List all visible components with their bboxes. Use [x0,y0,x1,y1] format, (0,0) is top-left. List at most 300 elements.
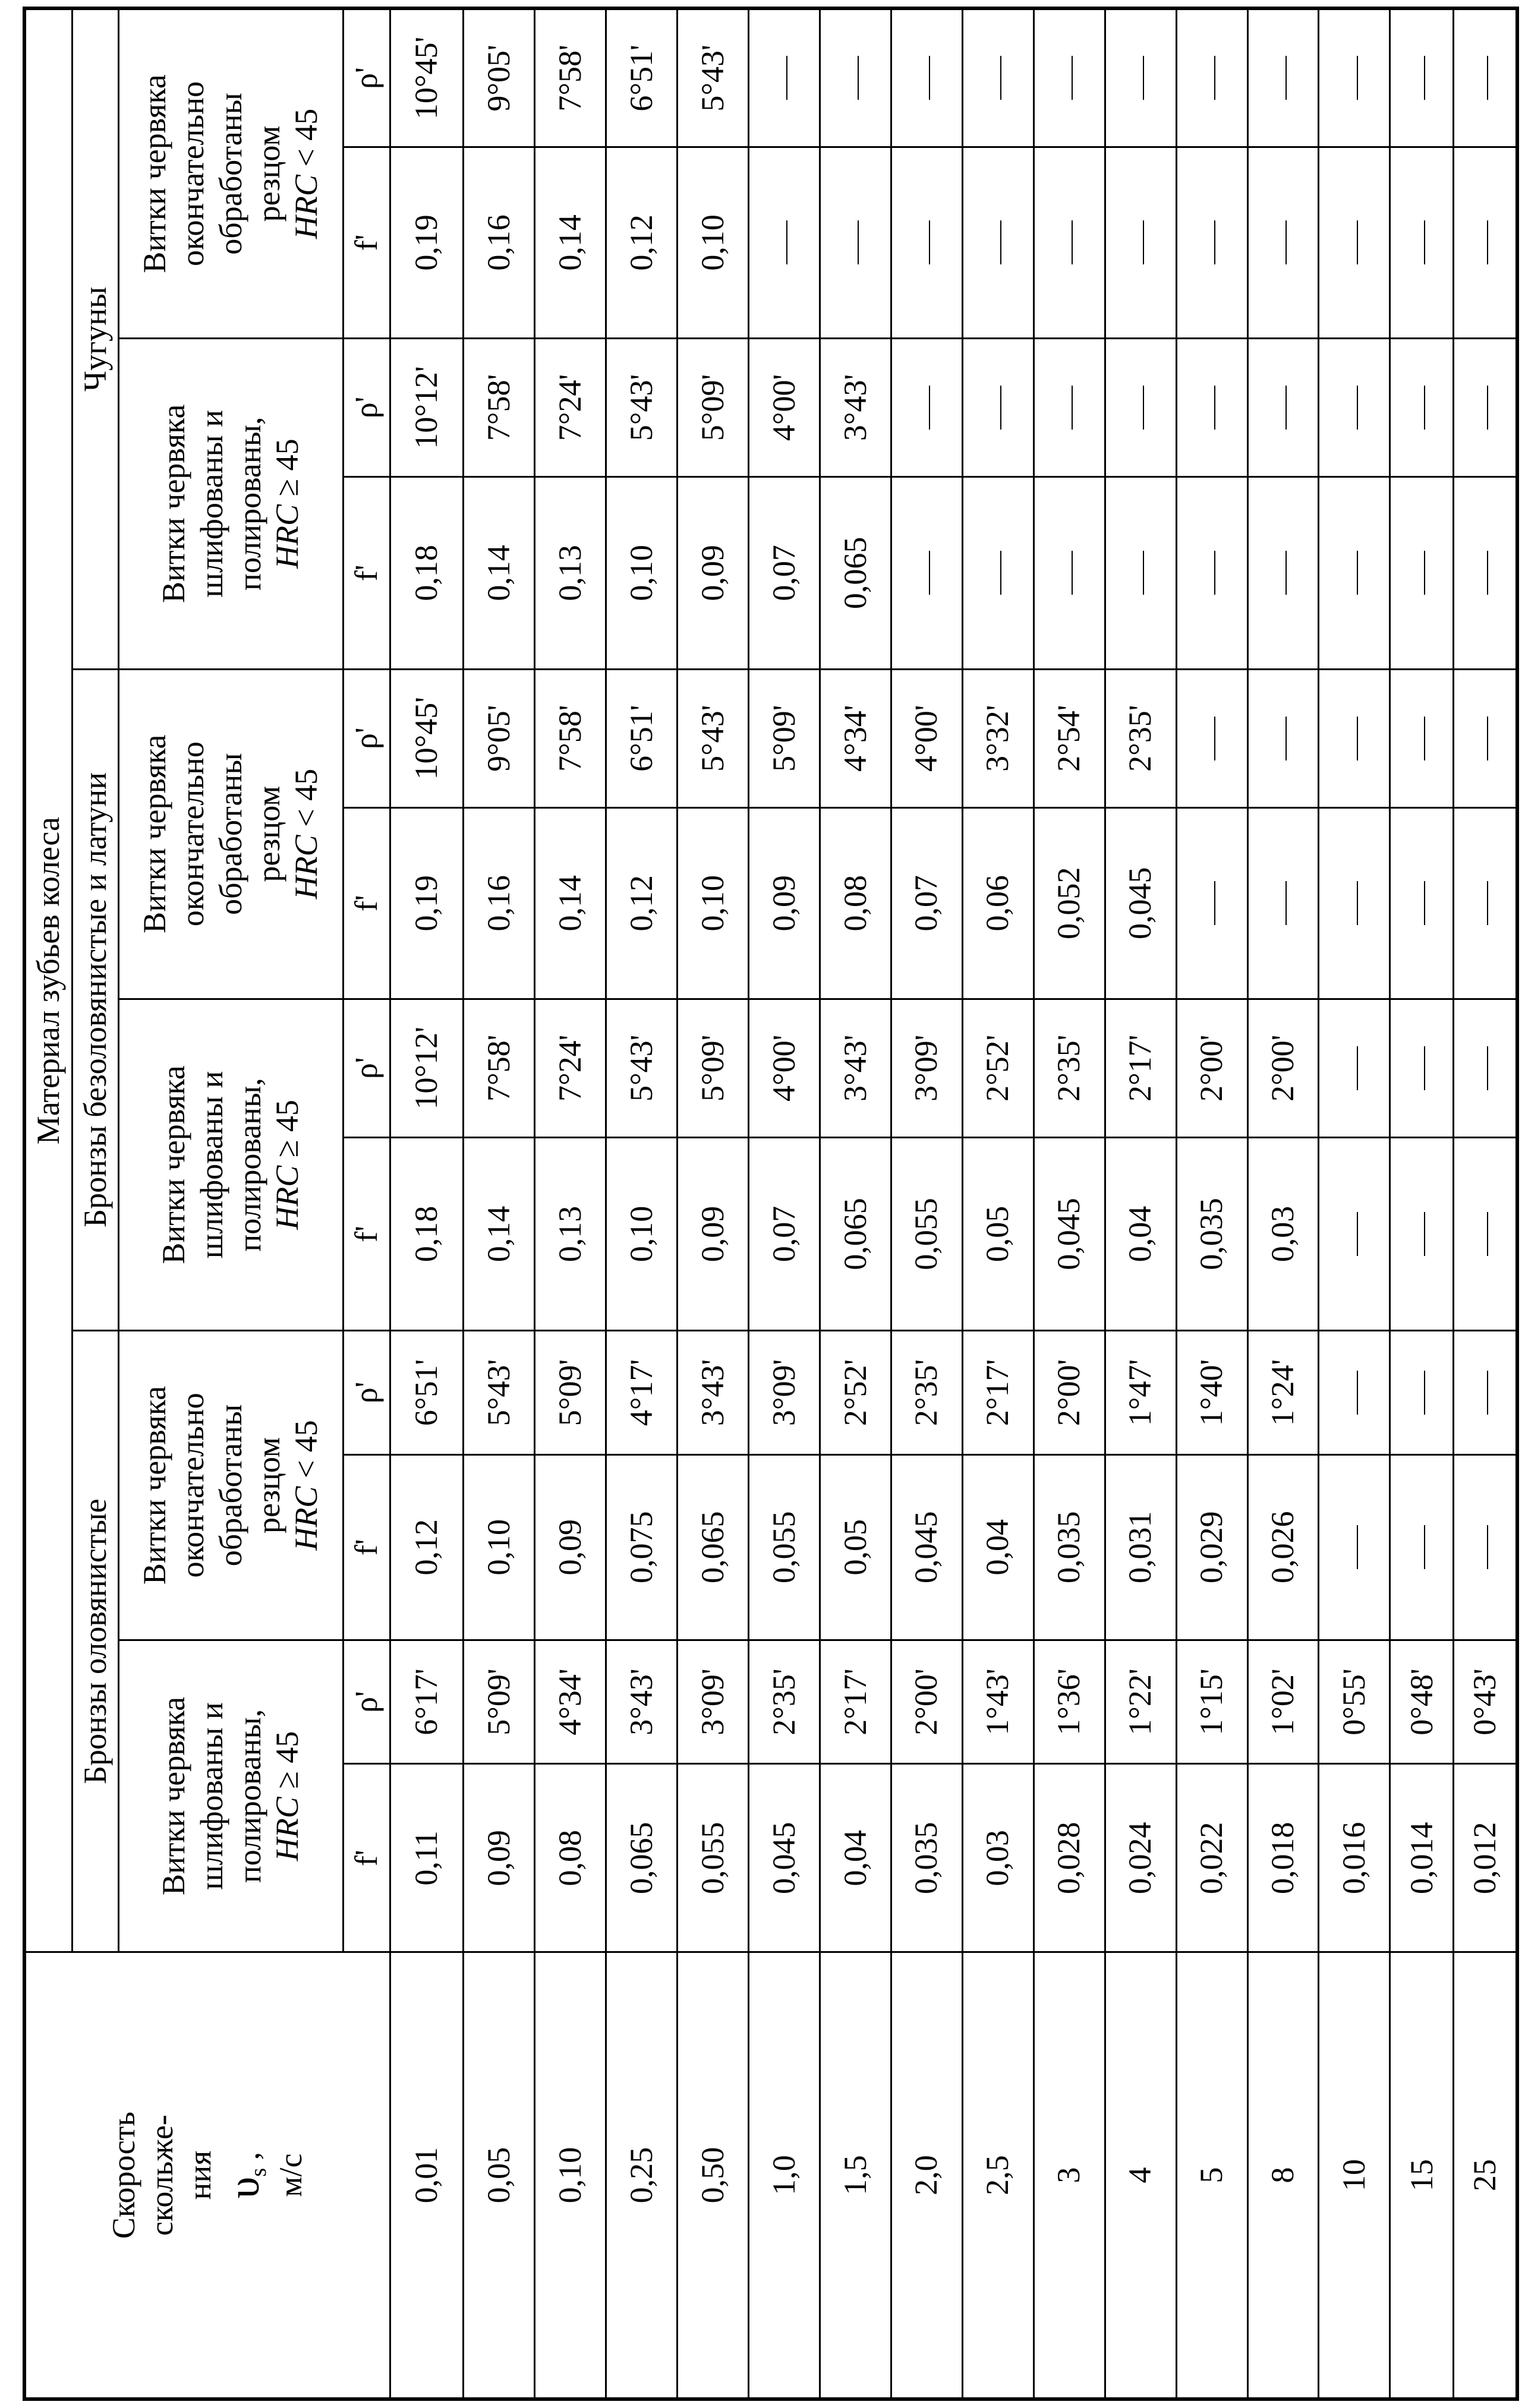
empty-dash-cell [1390,807,1454,999]
dash-mark [1357,1525,1358,1569]
dash-mark [929,220,930,264]
empty-dash-cell [962,477,1034,670]
empty-dash-cell [1105,147,1176,338]
dash-mark [1072,56,1073,100]
dash-mark [1424,386,1425,430]
subgroup-text: Витки червяка [137,1386,173,1585]
friction-angle-cell: 5°09' [748,669,820,807]
dash-mark [1357,1046,1358,1090]
dash-mark [1487,1046,1488,1090]
empty-dash-cell [1034,477,1105,670]
friction-coefficient-cell: 0,065 [820,1137,891,1330]
friction-angle-cell: 1°36' [1034,1640,1105,1764]
friction-coefficient-cell: 0,035 [891,1764,962,1952]
group-tinless-bronze-brass: Бронзы безоловянистые и латуни [72,669,118,1331]
dash-mark [929,551,930,595]
velocity-unit: м/с [272,2153,308,2197]
friction-angle-cell: 6°51' [606,8,678,147]
friction-angle-cell: 5°09' [678,338,749,476]
hrc-label: HRC [288,175,324,239]
empty-dash-cell [1105,477,1176,670]
empty-dash-cell [1105,338,1176,476]
table-row [820,8,891,2399]
empty-dash-cell [1247,669,1319,807]
param-header-f: f' [344,1137,390,1330]
empty-dash-cell [1390,669,1454,807]
empty-dash-cell [1176,807,1247,999]
friction-angle-cell: 0°48' [1390,1640,1454,1764]
hrc-label: HRC [288,835,324,900]
empty-dash-cell [820,147,891,338]
empty-dash-cell [1454,669,1517,807]
dash-mark [1143,386,1144,430]
hrc-condition: < 45 [288,108,324,175]
friction-coefficient-cell: 0,04 [820,1764,891,1952]
subgroup-text: полированы, [231,1078,267,1252]
dash-mark [1424,56,1425,100]
friction-coefficient-cell: 0,04 [1105,1137,1176,1330]
subgroup-text: Витки червяка [156,404,192,603]
friction-angle-cell: 2°00' [1247,999,1319,1137]
friction-coefficient-cell: 0,16 [464,807,535,999]
dash-mark [1285,56,1287,100]
friction-coefficient-cell: 0,09 [464,1764,535,1952]
dash-mark [1487,881,1488,925]
friction-coefficient-cell: 0,16 [464,147,535,338]
table-row [1319,8,1390,2399]
friction-angle-cell: 4°34' [820,669,891,807]
velocity-header-line1: Скорость [106,2112,142,2239]
dash-mark [786,220,787,264]
subgroup-text: полированы, [231,416,267,591]
friction-coefficient-cell: 0,12 [390,1454,463,1640]
subgroup-header-ground-polished [119,1640,344,1952]
param-header-rho: ρ' [344,1640,390,1764]
friction-coefficient-cell: 0,012 [1454,1764,1517,1952]
friction-angle-cell: 2°00' [1176,999,1247,1137]
friction-coefficient-cell: 0,045 [748,1764,820,1952]
friction-angle-cell: 3°43' [820,999,891,1137]
param-header-rho: ρ' [344,8,390,147]
friction-coefficient-cell: 0,13 [535,477,606,670]
empty-dash-cell [1454,1137,1517,1330]
friction-angle-cell: 0°55' [1319,1640,1390,1764]
dash-mark [1357,881,1358,925]
dash-mark [1143,220,1144,264]
friction-coefficient-cell: 0,04 [962,1454,1034,1640]
dash-mark [1424,1525,1425,1569]
material-header: Материал зубьев колеса [24,8,72,1952]
friction-angle-cell: 5°43' [464,1331,535,1455]
friction-angle-cell: 4°17' [606,1331,678,1455]
friction-coefficient-cell: 0,028 [1034,1764,1105,1952]
empty-dash-cell [1176,8,1247,147]
dash-mark [1424,551,1425,595]
subgroup-text: полированы, [231,1709,267,1883]
velocity-header-line3: ния [181,2150,218,2200]
empty-dash-cell [1319,147,1390,338]
friction-coefficient-cell: 0,14 [464,477,535,670]
velocity-value: 1,0 [748,1952,820,2399]
dash-mark [1072,551,1073,595]
friction-angle-cell: 5°09' [535,1331,606,1455]
friction-angle-cell: 5°43' [606,999,678,1137]
friction-angle-cell: 5°09' [464,1640,535,1764]
friction-angle-cell: 10°45' [390,8,463,147]
friction-coefficient-cell: 0,08 [820,807,891,999]
friction-coefficient-cell: 0,052 [1034,807,1105,999]
friction-angle-cell: 5°09' [678,999,749,1137]
dash-mark [1214,386,1215,430]
dash-mark [1000,551,1001,595]
subgroup-text: шлифованы и [194,1071,230,1259]
empty-dash-cell [1105,8,1176,147]
hrc-label: HRC [288,1486,324,1551]
velocity-value: 3 [1034,1952,1105,2399]
table-row [1034,8,1105,2399]
friction-coefficient-cell: 0,05 [962,1137,1034,1330]
friction-angle-cell: 6°51' [606,669,678,807]
hrc-condition: < 45 [288,768,324,835]
empty-dash-cell [1319,669,1390,807]
friction-coefficient-cell: 0,10 [464,1454,535,1640]
velocity-value: 0,10 [535,1952,606,2399]
param-header-f: f' [344,477,390,670]
friction-angle-cell: 4°00' [748,999,820,1137]
velocity-symbol: υ [220,2176,269,2199]
param-header-rho: ρ' [344,669,390,807]
subgroup-text: обработаны [212,753,248,915]
empty-dash-cell [820,8,891,147]
friction-angle-cell: 4°34' [535,1640,606,1764]
friction-coefficient-cell: 0,10 [606,1137,678,1330]
friction-coefficient-cell: 0,045 [891,1454,962,1640]
friction-coefficient-cell: 0,13 [535,1137,606,1330]
dash-mark [1424,1371,1425,1415]
dash-mark [1072,220,1073,264]
friction-angle-cell: 4°00' [891,669,962,807]
empty-dash-cell [891,8,962,147]
friction-angle-cell: 3°09' [678,1640,749,1764]
friction-angle-cell: 7°24' [535,338,606,476]
friction-coefficient-cell: 0,03 [962,1764,1034,1952]
dash-mark [1424,1046,1425,1090]
friction-coefficient-cell: 0,18 [390,1137,463,1330]
dash-mark [929,56,930,100]
subgroup-text: окончательно [175,1393,211,1578]
friction-angle-cell: 4°00' [748,338,820,476]
friction-coefficient-cell: 0,09 [678,1137,749,1330]
dash-mark [1285,881,1287,925]
hrc-condition: ≥ 45 [269,1731,305,1797]
subgroup-text: окончательно [175,741,211,927]
friction-coefficient-cell: 0,065 [678,1454,749,1640]
friction-angle-cell: 0°43' [1454,1640,1517,1764]
friction-coefficient-cell: 0,06 [962,807,1034,999]
velocity-value: 8 [1247,1952,1319,2399]
friction-angle-cell: 2°52' [962,999,1034,1137]
friction-angle-cell: 3°32' [962,669,1034,807]
empty-dash-cell [1454,1331,1517,1455]
friction-angle-cell: 10°12' [390,999,463,1137]
table-row [390,8,463,2399]
friction-angle-cell: 1°24' [1247,1331,1319,1455]
empty-dash-cell [1319,338,1390,476]
empty-dash-cell [748,147,820,338]
dash-mark [929,386,930,430]
friction-coefficient-cell: 0,07 [748,1137,820,1330]
friction-angle-cell: 5°43' [678,669,749,807]
empty-dash-cell [1390,1137,1454,1330]
subgroup-text: резцом [250,785,286,882]
friction-angle-cell: 3°43' [820,338,891,476]
friction-angle-cell: 5°43' [606,338,678,476]
table-row [1105,8,1176,2399]
empty-dash-cell [1390,999,1454,1137]
empty-dash-cell [748,8,820,147]
friction-coefficient-cell: 0,07 [891,807,962,999]
dash-mark [1424,1212,1425,1256]
table-row [606,8,678,2399]
hrc-condition: < 45 [288,1420,324,1487]
subgroup-text: обработаны [212,1404,248,1567]
table-row [1247,8,1319,2399]
friction-angle-cell: 5°43' [678,8,749,147]
friction-coefficient-cell: 0,022 [1176,1764,1247,1952]
velocity-value: 0,25 [606,1952,678,2399]
empty-dash-cell [1390,147,1454,338]
friction-angle-cell: 3°43' [678,1331,749,1455]
hrc-label: HRC [269,1797,305,1861]
friction-angle-cell: 3°09' [891,999,962,1137]
friction-angle-cell: 9°05' [464,669,535,807]
velocity-value: 4 [1105,1952,1176,2399]
param-header-f: f' [344,1454,390,1640]
table-row [1390,8,1454,2399]
dash-mark [1214,881,1215,925]
empty-dash-cell [1247,807,1319,999]
table-row [748,8,820,2399]
empty-dash-cell [1319,1137,1390,1330]
empty-dash-cell [1247,147,1319,338]
velocity-value: 2,5 [962,1952,1034,2399]
friction-angle-cell: 2°00' [1034,1331,1105,1455]
dash-mark [1285,386,1287,430]
dash-mark [1424,717,1425,760]
friction-coefficient-cell: 0,065 [606,1764,678,1952]
velocity-subscript: s [246,2167,272,2177]
dash-mark [1357,386,1358,430]
empty-dash-cell [1454,338,1517,476]
friction-angle-cell: 2°35' [748,1640,820,1764]
empty-dash-cell [1454,807,1517,999]
friction-coefficient-cell: 0,045 [1034,1137,1105,1330]
subgroup-text: шлифованы и [194,1702,230,1890]
velocity-value: 0,01 [390,1952,463,2399]
table-row [678,8,749,2399]
velocity-header-line2: скольже- [143,2115,179,2236]
subgroup-text: обработаны [212,93,248,255]
friction-coefficient-cell: 0,07 [748,477,820,670]
empty-dash-cell [1454,1454,1517,1640]
friction-angle-cell: 1°43' [962,1640,1034,1764]
friction-coefficient-cell: 0,024 [1105,1764,1176,1952]
dash-mark [1143,551,1144,595]
friction-angle-cell: 1°15' [1176,1640,1247,1764]
friction-angle-cell: 2°17' [1105,999,1176,1137]
empty-dash-cell [962,8,1034,147]
friction-angle-cell: 7°58' [464,338,535,476]
friction-angle-cell: 2°35' [1105,669,1176,807]
empty-dash-cell [891,477,962,670]
empty-dash-cell [1390,1454,1454,1640]
friction-angle-cell: 2°17' [820,1640,891,1764]
friction-coefficient-cell: 0,18 [390,477,463,670]
friction-angle-cell: 2°35' [891,1331,962,1455]
param-header-rho: ρ' [344,338,390,476]
empty-dash-cell [1176,669,1247,807]
group-tin-bronze: Бронзы оловянистые [72,1331,118,1952]
friction-coefficient-cell: 0,19 [390,807,463,999]
empty-dash-cell [1454,477,1517,670]
friction-coefficient-cell: 0,12 [606,147,678,338]
empty-dash-cell [1247,8,1319,147]
friction-coefficient-cell: 0,016 [1319,1764,1390,1952]
friction-angle-cell: 6°17' [390,1640,463,1764]
dash-mark [1143,56,1144,100]
subgroup-header-ground-polished [119,999,344,1330]
empty-dash-cell [1390,1331,1454,1455]
dash-mark [1214,717,1215,760]
velocity-comma: , [230,2151,266,2168]
subgroup-header-cutter-finished [119,669,344,999]
dash-mark [1357,1371,1358,1415]
velocity-value: 25 [1454,1952,1517,2399]
subgroup-header-cutter-finished [119,8,344,338]
dash-mark [1357,551,1358,595]
dash-mark [1357,717,1358,760]
friction-coefficient-cell: 0,10 [606,477,678,670]
velocity-value: 0,50 [678,1952,749,2399]
friction-angle-cell: 10°12' [390,338,463,476]
empty-dash-cell [962,338,1034,476]
dash-mark [858,56,859,100]
table-row [891,8,962,2399]
param-header-f: f' [344,807,390,999]
friction-coefficient-cell: 0,014 [1390,1764,1454,1952]
hrc-condition: ≥ 45 [269,438,305,505]
param-header-f: f' [344,147,390,338]
friction-coefficient-cell: 0,065 [820,477,891,670]
friction-coefficient-cell: 0,10 [678,147,749,338]
friction-angle-cell: 6°51' [390,1331,463,1455]
empty-dash-cell [962,147,1034,338]
subgroup-header-cutter-finished [119,1331,344,1640]
friction-angle-cell: 10°45' [390,669,463,807]
table-row [1176,8,1247,2399]
subgroup-text: Витки червяка [156,1065,192,1264]
friction-coefficient-cell: 0,10 [678,807,749,999]
friction-coefficient-cell: 0,055 [748,1454,820,1640]
friction-coefficient-cell: 0,09 [678,477,749,670]
param-header-rho: ρ' [344,999,390,1137]
dash-mark [1000,386,1001,430]
friction-table [23,7,1519,2401]
empty-dash-cell [1319,477,1390,670]
dash-mark [1487,1371,1488,1415]
velocity-value: 2,0 [891,1952,962,2399]
empty-dash-cell [1034,147,1105,338]
empty-dash-cell [1176,147,1247,338]
friction-angle-cell: 1°47' [1105,1331,1176,1455]
subgroup-text: окончательно [175,81,211,266]
hrc-label: HRC [269,1165,305,1230]
subgroup-text: Витки червяка [156,1696,192,1896]
empty-dash-cell [1454,8,1517,147]
friction-coefficient-cell: 0,03 [1247,1137,1319,1330]
dash-mark [1487,1525,1488,1569]
friction-coefficient-cell: 0,029 [1176,1454,1247,1640]
friction-angle-cell: 3°09' [748,1331,820,1455]
empty-dash-cell [1247,338,1319,476]
friction-coefficient-cell: 0,05 [820,1454,891,1640]
subgroup-text: Витки червяка [137,74,173,273]
velocity-value: 5 [1176,1952,1247,2399]
empty-dash-cell [1247,477,1319,670]
empty-dash-cell [1319,1331,1390,1455]
empty-dash-cell [1390,338,1454,476]
friction-angle-cell: 7°58' [464,999,535,1137]
empty-dash-cell [1319,1454,1390,1640]
friction-coefficient-cell: 0,055 [891,1137,962,1330]
dash-mark [786,56,787,100]
friction-coefficient-cell: 0,11 [390,1764,463,1952]
friction-coefficient-cell: 0,09 [748,807,820,999]
dash-mark [1487,1212,1488,1256]
dash-mark [1487,717,1488,760]
friction-angle-cell: 7°24' [535,999,606,1137]
friction-coefficient-cell: 0,035 [1176,1137,1247,1330]
empty-dash-cell [1319,807,1390,999]
dash-mark [858,220,859,264]
friction-coefficient-cell: 0,045 [1105,807,1176,999]
dash-mark [1424,881,1425,925]
friction-angle-cell: 7°58' [535,8,606,147]
dash-mark [1357,1212,1358,1256]
friction-angle-cell: 2°00' [891,1640,962,1764]
group-cast-iron: Чугуны [72,8,118,669]
dash-mark [1357,220,1358,264]
param-header-f: f' [344,1764,390,1952]
dash-mark [1285,717,1287,760]
friction-coefficient-cell: 0,075 [606,1454,678,1640]
subgroup-header-ground-polished [119,338,344,669]
friction-angle-cell: 2°17' [962,1331,1034,1455]
friction-angle-cell: 3°43' [606,1640,678,1764]
empty-dash-cell [1176,338,1247,476]
dash-mark [1000,56,1001,100]
friction-coefficient-cell: 0,055 [678,1764,749,1952]
dash-mark [1000,220,1001,264]
table-row [535,8,606,2399]
hrc-label: HRC [269,504,305,569]
friction-coefficient-cell: 0,14 [535,807,606,999]
friction-coefficient-cell: 0,12 [606,807,678,999]
velocity-value: 0,05 [464,1952,535,2399]
param-header-rho: ρ' [344,1331,390,1455]
friction-coefficient-cell: 0,19 [390,147,463,338]
friction-angle-cell: 9°05' [464,8,535,147]
